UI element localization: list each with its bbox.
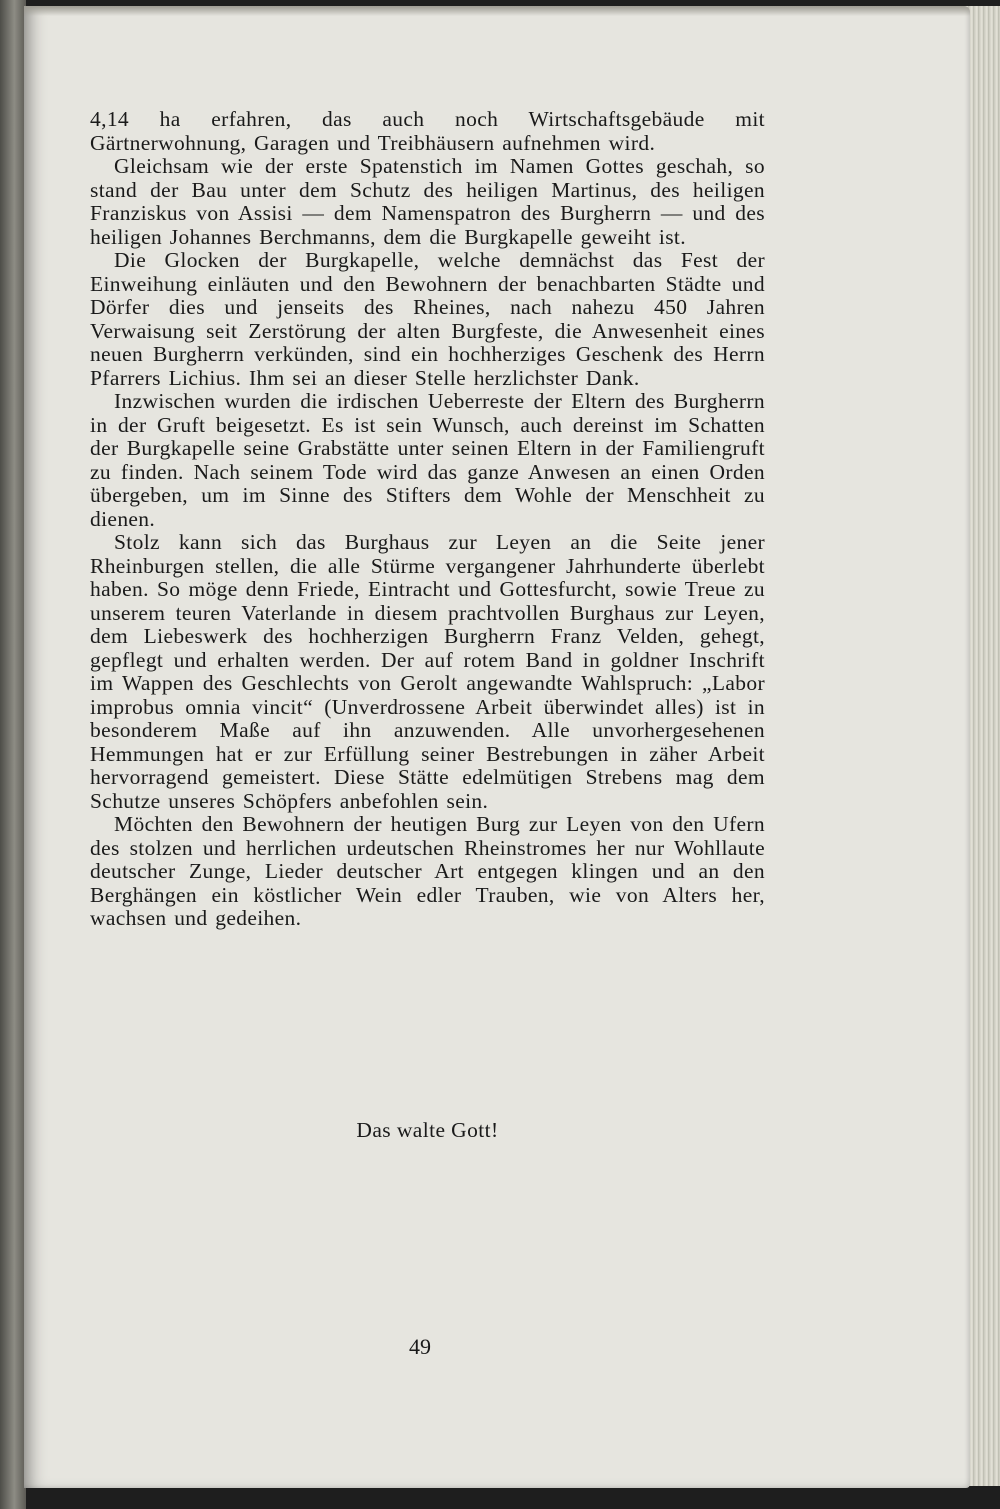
page-number: 49	[409, 1334, 431, 1359]
paragraph-rheinstrom: Möchten den Bewohnern der heutigen Burg zur Leyen von den Ufern des stolzen und herrlichen urdeutschen Rheinstromes her nur Wohllaute deutscher Zunge, Lieder deutscher Art entgegen klingen und an den Berghängen ein köstlicher Wein edler Trauben, wie von Alters her, wachsen und gedeihen.	[90, 812, 765, 930]
body-text	[90, 108, 765, 931]
paragraph-gruft: Inzwischen wurden die irdischen Ueberreste der Eltern des Burgherrn in der Gruft beigesetzt. Es ist sein Wunsch, auch dereinst im Schatten der Burgkapelle seine Grabstätte unter seinen Eltern in der Familiengruft zu finden. Nach seinem Tode wird das ganze Anwesen an einen Orden übergeben, um im Sinne des Stifters dem Wohle der Menschheit zu dienen.	[90, 389, 765, 531]
paragraph-continuation: 4,14 ha erfahren, das auch noch Wirtschaftsgebäude mit Gärtnerwohnung, Garagen und Treibhäusern aufnehmen wird.	[90, 107, 765, 155]
paragraph-spatenstich: Gleichsam wie der erste Spatenstich im Namen Gottes geschah, so stand der Bau unter dem Schutz des heiligen Martinus, des heiligen Franziskus von Assisi — dem Namenspatron des Burgherrn — und des heiligen Johannes Berchmanns, dem die Burgkapelle geweiht ist.	[90, 154, 765, 249]
paragraph-burghaus: Stolz kann sich das Burghaus zur Leyen an die Seite jener Rheinburgen stellen, die alle Stürme vergangener Jahrhunderte überlebt haben. So möge denn Friede, Eintracht und Gottesfurcht, sowie Treue zu unserem teuren Vaterlande in diesem prachtvollen Burghaus zur Leyen, dem Liebeswerk des hochherzigen Burgherrn Franz Velden, gehegt, gepflegt und erhalten werden. Der auf rotem Band in goldner Inschrift im Wappen des Geschlechts von Gerolt angewandte Wahlspruch: „Labor improbus omnia vincit“ (Unverdrossene Arbeit überwindet alles) ist in besonderem Maße auf ihn anzuwenden. Alle unvorhergesehenen Hemmungen hat er zur Erfüllung seiner Bestrebungen in zäher Arbeit hervorragend gemeistert. Diese Stätte edelmütigen Strebens mag dem Schutze unseres Schöpfers anbefohlen sein.	[90, 530, 765, 813]
paragraph-glocken: Die Glocken der Burgkapelle, welche demnächst das Fest der Einweihung einläuten und den Bewohnern der benachbarten Städte und Dörfer dies und jenseits des Rheines, nach nahezu 450 Jahren Verwaisung seit Zerstörung der alten Burgfeste, die Anwesenheit eines neuen Burgherrn verkünden, sind ein hochherziges Geschenk des Herrn Pfarrers Lichius. Ihm sei an dieser Stelle herzlichster Dank.	[90, 248, 765, 390]
page-top-shadow	[24, 6, 970, 16]
closing-line: Das walte Gott!	[356, 1118, 499, 1142]
left-page-gutter	[0, 0, 26, 1509]
